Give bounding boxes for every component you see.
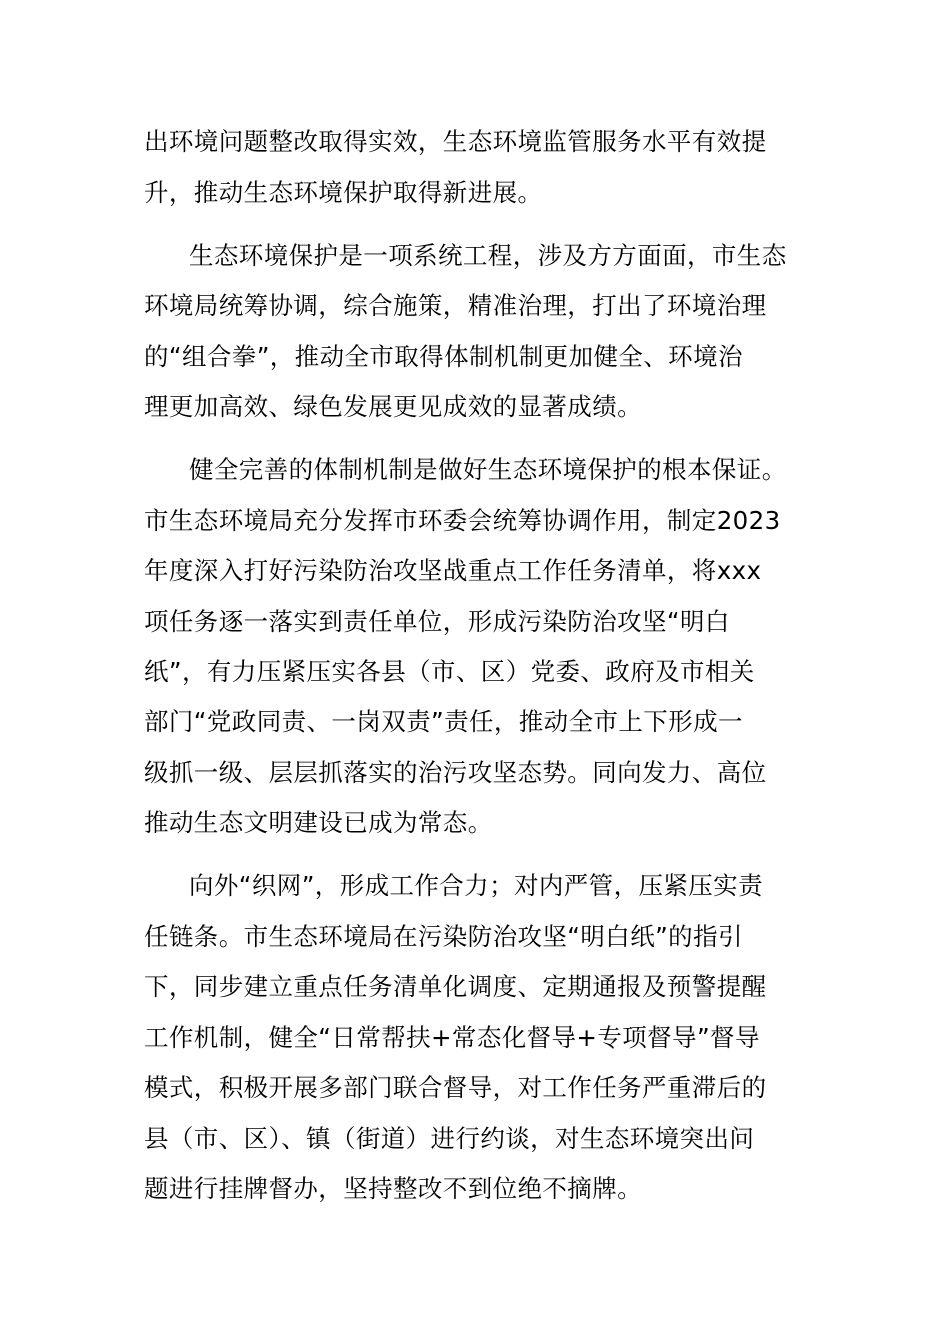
paragraph-2-line-4: 理更加高效、绿色发展更见成效的显著成绩。 (144, 392, 642, 421)
paragraph-3-line-2: 市生态环境局充分发挥市环委会统筹协调作用，制定2023 (144, 506, 781, 535)
paragraph-2-line-2: 环境局统筹协调，综合施策，精准治理，打出了环境治理 (144, 291, 767, 320)
paragraph-4-line-1: 向外“织网”，形成工作合力；对内严管，压紧压实责 (189, 871, 763, 900)
paragraph-2-line-3: 的“组合拳”，推动全市取得体制机制更加健全、环境治 (144, 342, 743, 371)
paragraph-4-line-3: 下，同步建立重点任务清单化调度、定期通报及预警提醒 (144, 972, 767, 1001)
paragraph-1-line-1: 出环境问题整改取得实效，生态环境监管服务水平有效提 (144, 127, 767, 156)
paragraph-3-line-3: 年度深入打好污染防治攻坚战重点工作任务清单，将xxx (144, 556, 762, 585)
paragraph-4-line-4: 工作机制，健全“日常帮扶+常态化督导+专项督导”督导 (144, 1023, 760, 1052)
paragraph-3-line-1: 健全完善的体制机制是做好生态环境保护的根本保证。 (189, 455, 787, 484)
paragraph-4-line-7: 题进行挂牌督办，坚持整改不到位绝不摘牌。 (144, 1174, 642, 1203)
paragraph-4-line-5: 模式，积极开展多部门联合督导，对工作任务严重滞后的 (144, 1073, 767, 1102)
paragraph-2-line-1: 生态环境保护是一项系统工程，涉及方方面面，市生态 (189, 241, 787, 270)
paragraph-3-line-6: 部门“党政同责、一岗双责”责任，推动全市上下形成一 (144, 707, 743, 736)
paragraph-3-line-5: 纸”，有力压紧压实各县（市、区）党委、政府及市相关 (144, 657, 755, 686)
paragraph-3-line-8: 推动生态文明建设已成为常态。 (144, 808, 493, 837)
paragraph-4-line-2: 任链条。市生态环境局在污染防治攻坚“明白纸”的指引 (144, 922, 743, 951)
paragraph-3-line-4: 项任务逐一落实到责任单位，形成污染防治攻坚“明白 (144, 607, 730, 636)
paragraph-1-line-2: 升，推动生态环境保护取得新进展。 (144, 178, 543, 207)
paragraph-4-line-6: 县（市、区）、镇（街道）进行约谈，对生态环境突出问 (144, 1124, 755, 1153)
paragraph-3-line-7: 级抓一级、层层抓落实的治污攻坚态势。同向发力、高位 (144, 758, 767, 787)
